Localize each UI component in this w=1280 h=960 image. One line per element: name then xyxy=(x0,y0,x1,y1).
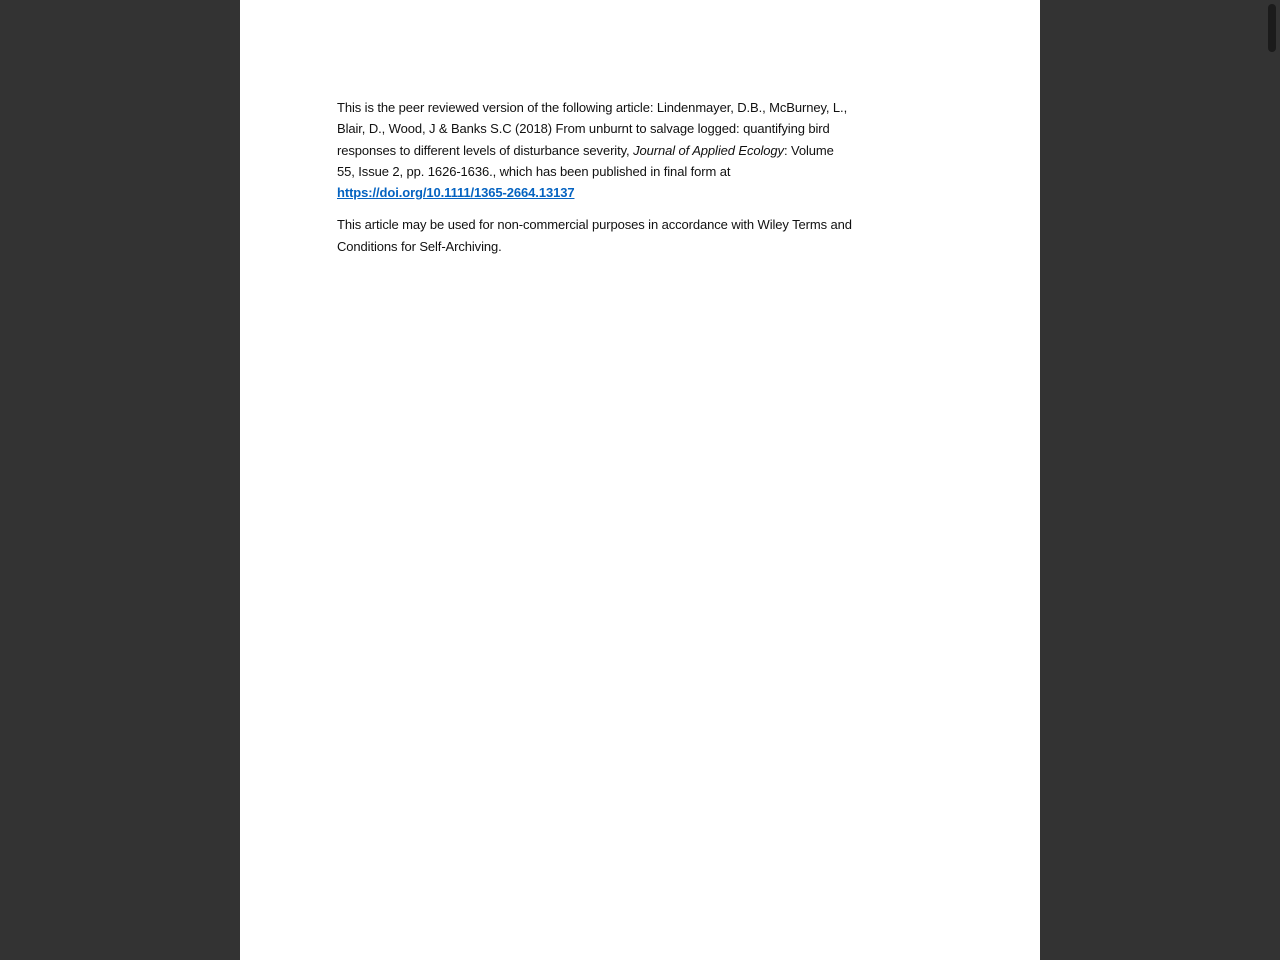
journal-title: Journal of Applied Ecology xyxy=(633,142,784,158)
text-segment: responses to different levels of disturbance severity, xyxy=(337,142,634,158)
text-line xyxy=(337,140,957,161)
text-line: Blair, D., Wood, J & Banks S.C (2018) From unburnt to salvage logged: quantifying bird xyxy=(337,121,830,137)
citation-paragraph xyxy=(337,97,957,203)
license-paragraph xyxy=(337,214,957,257)
doi-line xyxy=(337,182,957,203)
text-line: This article may be used for non-commercial purposes in accordance with Wiley Terms and xyxy=(337,217,852,233)
page-content xyxy=(337,97,957,257)
vertical-scrollbar-thumb[interactable] xyxy=(1268,4,1276,52)
text-segment: : Volume xyxy=(783,142,834,158)
doi-link[interactable]: https://doi.org/10.1111/1365-2664.13137 xyxy=(337,185,575,201)
text-line: 55, Issue 2, pp. 1626-1636., which has been published in final form at xyxy=(337,163,731,179)
text-line: Conditions for Self-Archiving. xyxy=(337,238,502,254)
text-line: This is the peer reviewed version of the following article: Lindenmayer, D.B., McBurney, L., xyxy=(337,100,848,115)
pdf-page xyxy=(240,0,1040,960)
